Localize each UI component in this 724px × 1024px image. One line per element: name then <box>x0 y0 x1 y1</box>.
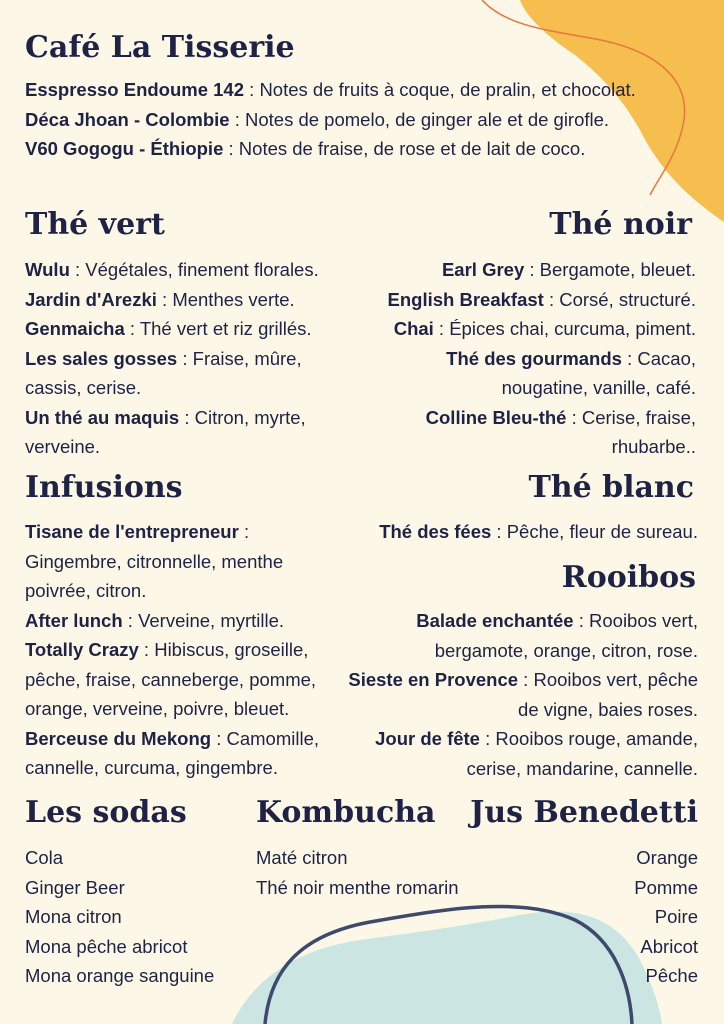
tea-item <box>25 285 365 315</box>
tea-separator: : <box>491 521 507 542</box>
sodas-list <box>25 843 214 991</box>
section-title-jus: Jus Benedetti <box>470 795 698 830</box>
infusion-separator: : <box>211 727 227 749</box>
tea-item <box>351 314 696 344</box>
infusion-notes: Verveine, myrtille. <box>138 609 285 631</box>
tea-separator: : <box>124 318 140 339</box>
soda-item: Mona orange sanguine <box>25 965 215 986</box>
kombucha-item: Maté citron <box>256 847 348 868</box>
tea-notes: Thé vert et riz grillés. <box>139 318 312 339</box>
section-title-the-blanc: Thé blanc <box>528 470 694 505</box>
tea-separator: : <box>179 406 195 428</box>
infusion-notes: Camomille, cannelle, curcuma, gingembre. <box>25 727 320 778</box>
tea-name: Earl Grey <box>441 259 525 280</box>
soda-item: Mona citron <box>25 906 122 927</box>
tea-item <box>25 314 365 344</box>
coffee-name: Déca Jhoan - Colombie <box>25 108 230 130</box>
tea-item <box>351 255 696 285</box>
coffee-name: V60 Gogogu - Éthiopie <box>25 138 224 159</box>
tea-name: Chai <box>393 318 434 339</box>
section-title-the-noir: Thé noir <box>549 207 692 242</box>
jus-item: Pomme <box>634 876 698 898</box>
infusions-list <box>25 517 355 783</box>
tea-item <box>338 517 698 547</box>
rooibos-item <box>338 665 698 724</box>
the-noir-list <box>351 255 696 462</box>
the-blanc-list <box>338 517 698 547</box>
tea-separator: : <box>69 259 86 280</box>
tea-name: Thé des gourmands <box>446 347 622 369</box>
rooibos-notes: Rooibos rouge, amande, cerise, mandarine, cannelle. <box>466 728 698 779</box>
soda-item: Ginger Beer <box>25 876 125 898</box>
tea-notes: Épices chai, curcuma, piment. <box>449 318 696 339</box>
tea-notes: Végétales, finement florales. <box>85 259 319 280</box>
tea-name: Jardin d'Arezki <box>25 288 157 310</box>
rooibos-item <box>378 606 698 665</box>
tea-notes: Menthes verte. <box>172 288 295 310</box>
infusion-item <box>25 635 355 724</box>
infusion-item <box>25 606 355 636</box>
tea-name: Thé des fées <box>379 521 492 542</box>
rooibos-separator: : <box>573 610 589 631</box>
coffee-notes: Notes de fruits à coque, de pralin, et chocolat. <box>259 79 636 100</box>
infusion-notes: Hibiscus, groseille, pêche, fraise, canneberge, pomme, orange, verveine, poivre, bleuet. <box>25 639 317 719</box>
infusion-name: Berceuse du Mekong <box>25 727 212 749</box>
infusion-separator: : <box>138 639 155 660</box>
tea-name: Les sales gosses <box>25 347 178 369</box>
coffee-item <box>25 75 655 105</box>
tea-separator: : <box>433 318 450 339</box>
soda-item: Mona pêche abricot <box>25 935 188 957</box>
section-title-rooibos: Rooibos <box>561 560 696 595</box>
jus-list <box>548 843 698 991</box>
rooibos-item <box>358 724 698 783</box>
rooibos-notes: Rooibos vert, pêche de vigne, baies roses. <box>518 669 698 720</box>
rooibos-notes: Rooibos vert, bergamote, orange, citron, rose. <box>434 610 698 661</box>
tea-notes: Pêche, fleur de sureau. <box>506 521 698 542</box>
tea-notes: Fraise, mûre, cassis, cerise. <box>25 347 302 398</box>
rooibos-name: Balade enchantée <box>416 610 574 631</box>
rooibos-separator: : <box>518 669 534 690</box>
kombucha-list <box>256 843 459 902</box>
coffee-separator: : <box>244 79 260 100</box>
tea-notes: Corsé, structuré. <box>559 288 696 310</box>
rooibos-name: Sieste en Provence <box>348 669 519 690</box>
section-title-sodas: Les sodas <box>25 795 187 830</box>
section-title-kombucha: Kombucha <box>256 795 436 830</box>
tea-item <box>25 403 345 462</box>
tea-name: English Breakfast <box>387 288 544 310</box>
coffee-item <box>25 134 655 164</box>
tea-item <box>351 285 696 315</box>
jus-item: Pêche <box>645 965 698 986</box>
the-vert-list <box>25 255 365 462</box>
cafe-title: Café La Tisserie <box>25 30 295 65</box>
coffee-item <box>25 105 655 135</box>
section-title-infusions: Infusions <box>25 470 183 505</box>
rooibos-list <box>338 606 698 783</box>
infusion-name: After lunch <box>25 609 123 631</box>
soda-item: Cola <box>25 847 64 868</box>
tea-name: Genmaicha <box>25 318 125 339</box>
tea-notes: Cacao, nougatine, vanille, café. <box>501 347 696 398</box>
infusion-item <box>25 724 355 783</box>
coffee-separator: : <box>229 108 245 130</box>
coffee-separator: : <box>223 138 239 159</box>
rooibos-name: Jour de fête <box>375 728 480 749</box>
section-title-the-vert: Thé vert <box>25 207 165 242</box>
coffee-notes: Notes de fraise, de rose et de lait de coco. <box>238 138 586 159</box>
tea-separator: : <box>524 259 540 280</box>
tea-name: Colline Bleu-thé <box>425 406 567 428</box>
kombucha-item: Thé noir menthe romarin <box>256 876 459 898</box>
tea-item <box>25 344 325 403</box>
infusion-separator: : <box>238 521 250 542</box>
jus-item: Orange <box>636 847 698 868</box>
tea-item <box>25 255 365 285</box>
tea-notes: Citron, myrte, verveine. <box>25 406 306 457</box>
coffee-list <box>25 75 655 164</box>
tea-separator: : <box>621 347 638 369</box>
jus-item: Poire <box>654 906 698 927</box>
tea-name: Wulu <box>25 259 70 280</box>
tea-separator: : <box>156 288 173 310</box>
infusion-notes: Gingembre, citronnelle, menthe poivrée, citron. <box>25 550 284 601</box>
infusion-name: Totally Crazy <box>25 639 139 660</box>
infusion-item <box>25 517 330 606</box>
tea-item <box>416 344 696 403</box>
tea-name: Un thé au maquis <box>25 406 180 428</box>
tea-item <box>386 403 696 462</box>
infusion-name: Tisane de l'entrepreneur <box>25 521 239 542</box>
tea-notes: Cerise, fraise, rhubarbe.. <box>581 406 696 457</box>
infusion-separator: : <box>122 609 139 631</box>
tea-separator: : <box>543 288 560 310</box>
tea-notes: Bergamote, bleuet. <box>539 259 696 280</box>
coffee-notes: Notes de pomelo, de ginger ale et de girofle. <box>245 108 610 130</box>
coffee-name: Esspresso Endoume 142 <box>25 79 245 100</box>
tea-separator: : <box>566 406 582 428</box>
rooibos-separator: : <box>479 728 496 749</box>
jus-item: Abricot <box>640 935 698 957</box>
tea-separator: : <box>177 347 193 369</box>
